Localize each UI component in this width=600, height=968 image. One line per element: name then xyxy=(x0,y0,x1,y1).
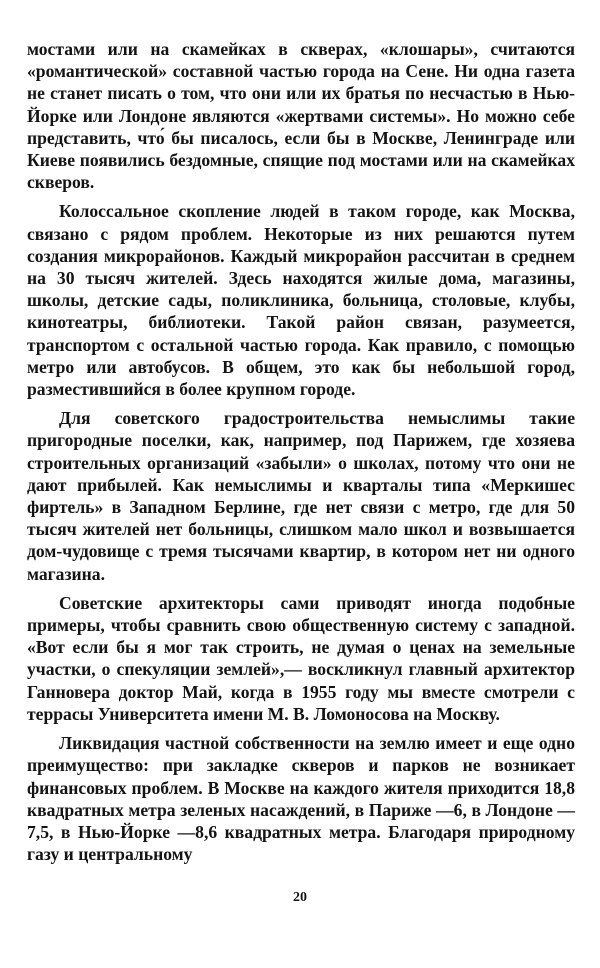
paragraph-5: Ликвидация частной собственности на землю имеет и еще одно преимущество: при закладке скверов и парков не возникает финансовых проблем. В Москве на каждого жителя приходится 18,8 квадратных метра зеленых насаждений, в Париже —6, в Лондоне —7,5, в Нью-Йорке —8,6 квадратных метра. Благодаря природному газу и центральному xyxy=(27,733,575,865)
paragraph-4: Советские архитекторы сами приводят иногда подобные примеры, чтобы сравнить свою общественную систему с западной. «Вот если бы я мог так строить, не думая о ценах на земельные участки, о спекуляции землей»,— воскликнул главный архитектор Ганновера доктор Май, когда в 1955 году мы вместе смотрели с террасы Университета имени М. В. Ломоносова на Москву. xyxy=(27,592,575,724)
paragraph-3: Для советского градостроительства немыслимы такие пригородные поселки, как, например, под Парижем, где хозяева строительных организаций «забыли» о школах, потому что они не дают прибылей. Как немыслимы и кварталы типа «Меркишес фиртель» в Западном Берлине, где нет связи с метро, где для 50 тысяч жителей нет больницы, слишком мало школ и возвышается дом-чудовище с тремя тысячами квартир, в котором нет ни одного магазина. xyxy=(27,408,575,584)
page-number: 20 xyxy=(293,890,307,905)
paragraph-1: мостами или на скамейках в скверах, «клошары», считаются «романтической» составной частью города на Сене. Ни одна газета не станет писать о том, что они или их братья по несчастью в Нью-Йорке или Лондоне являются «жертвами системы». Но можно себе представить, что́ бы писалось, если бы в Москве, Ленинграде или Киеве появились бездомные, спящие под мостами или на скамейках скверов. xyxy=(27,39,575,193)
page-body xyxy=(27,38,575,938)
paragraph-2: Колоссальное скопление людей в таком городе, как Москва, связано с рядом проблем. Некоторые из них решаются путем создания микрорайонов. Каждый микрорайон рассчитан в среднем на 30 тысяч жителей. Здесь находятся жилые дома, магазины, школы, детские сады, поликлиника, больница, столовые, клубы, кинотеатры, библиотеки. Такой район связан, разумеется, транспортом с остальной частью города. Как правило, с помощью метро или автобусов. В общем, это как бы небольшой город, разместившийся в более крупном городе. xyxy=(27,201,575,400)
